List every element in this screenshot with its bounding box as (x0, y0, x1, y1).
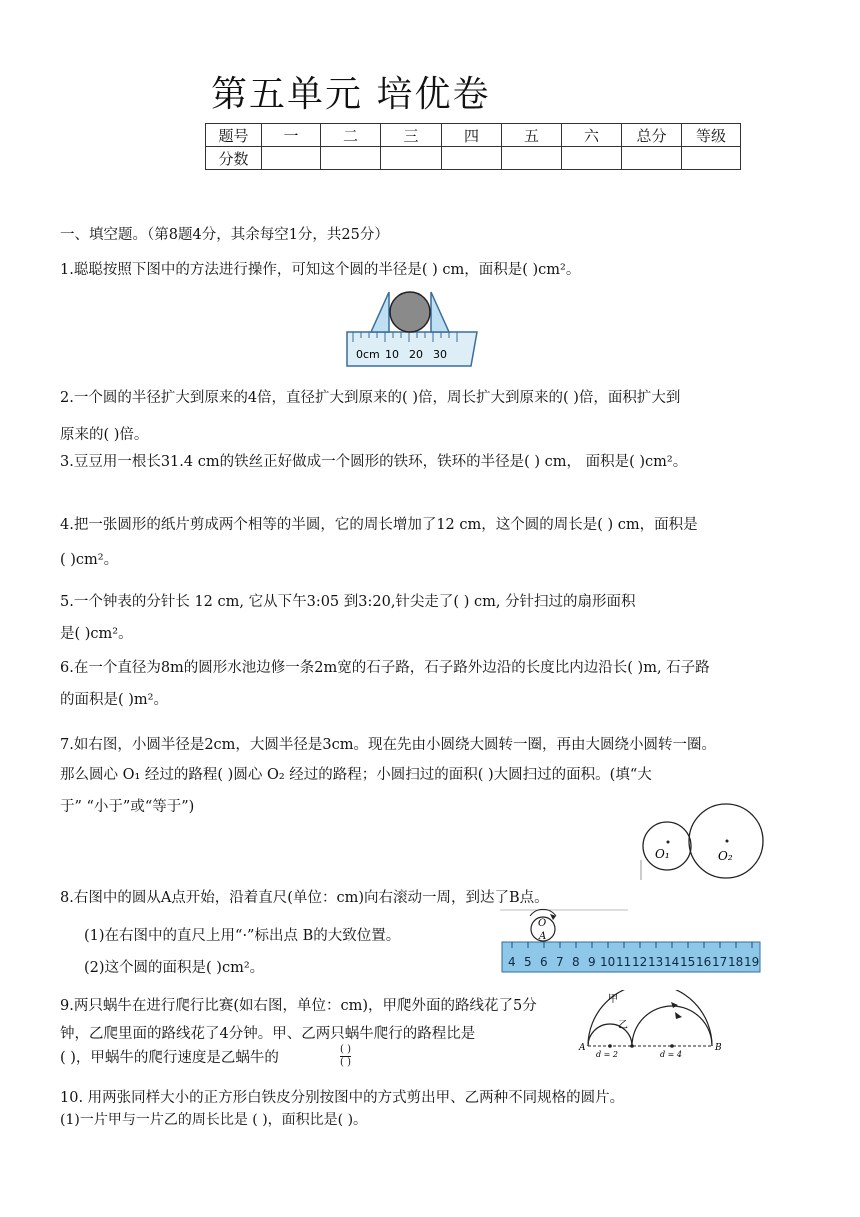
ruler-number: 16 (696, 955, 712, 969)
center-dot (630, 1044, 634, 1048)
score-input-cell[interactable] (622, 147, 682, 170)
q7-circles-figure (635, 800, 775, 885)
table-cell: 六 (562, 124, 622, 147)
score-input-cell[interactable] (682, 147, 741, 170)
ruler-label: 0cm (356, 348, 380, 361)
ruler-number: 19 (744, 955, 760, 969)
question-7-line-3: 于” “小于”或“等于”) (60, 799, 195, 815)
score-input-cell[interactable] (262, 147, 321, 170)
question-4-line-2: ( )cm²。 (60, 552, 119, 568)
ruler-number: 5 (524, 955, 532, 969)
question-7-line-1: 7.如右图，小圆半径是2cm，大圆半径是3cm。现在先由小圆绕大圆转一圈，再由大圆绕小圆转一圈。 (60, 737, 717, 753)
label-a: A (539, 931, 547, 942)
question-4-line-1: 4.把一张圆形的纸片剪成两个相等的半圆，它的周长增加了12 cm，这个圆的周长是( ) cm，面积是 (60, 517, 698, 533)
score-input-cell[interactable] (381, 147, 442, 170)
question-10-part-1: (1)一片甲与一片乙的周长比是 ( )，面积比是( )。 (60, 1112, 368, 1128)
table-cell: 四 (442, 124, 502, 147)
ruler-label: 10 (385, 348, 399, 361)
question-1: 1.聪聪按照下图中的方法进行操作，可知这个圆的半径是( ) cm，面积是( )cm²。 (60, 262, 581, 278)
question-2-line-2: 原来的( )倍。 (60, 427, 149, 443)
arrow-head (671, 1002, 678, 1008)
q8-ruler-figure (500, 908, 762, 976)
label-o1: O₁ (655, 847, 670, 861)
question-7-line-2: 那么圆心 O₁ 经过的路程( )圆心 O₂ 经过的路程；小圆扫过的面积( )大圆扫过的面积。(填“大 (60, 767, 652, 783)
medium-arc (632, 1006, 712, 1046)
fraction (340, 1044, 351, 1069)
label-d4: d = 4 (660, 1050, 682, 1059)
right-triangle-ruler (431, 292, 449, 332)
question-9-line-1: 9.两只蜗牛在进行爬行比赛(如右图，单位：cm)，甲爬外面的路线花了5分 (60, 998, 537, 1014)
question-6-line-2: 的面积是( )m²。 (60, 692, 168, 708)
page-title: 第五单元 培优卷 (211, 74, 491, 115)
question-9-line-3: ( )，甲蜗牛的爬行速度是乙蜗牛的 (60, 1050, 279, 1066)
label-o2: O₂ (718, 849, 733, 863)
label-d2: d = 2 (596, 1050, 618, 1059)
q9-arc-figure (578, 990, 728, 1060)
ruler-number: 14 (664, 955, 680, 969)
score-table (205, 123, 741, 170)
ruler-label: 30 (433, 348, 447, 361)
fraction-numerator: ( ) (340, 1044, 351, 1055)
ruler-number: 15 (680, 955, 696, 969)
question-6-line-1: 6.在一个直径为8m的圆形水池边修一条2m宽的石子路，石子路外边沿的长度比内边沿长( )m, 石子路 (60, 660, 710, 676)
outer-arc-jia (588, 990, 712, 1046)
grey-circle (390, 292, 430, 332)
ruler-number: 8 (572, 955, 580, 969)
center-dot (608, 1044, 612, 1048)
ruler-number: 6 (540, 955, 548, 969)
q1-ruler-figure (343, 290, 483, 372)
ruler-number: 10 (600, 955, 616, 969)
fraction-denominator: ( ) (340, 1057, 351, 1068)
ruler-number: 12 (632, 955, 648, 969)
score-input-cell[interactable] (442, 147, 502, 170)
question-5-line-1: 5.一个钟表的分针长 12 cm, 它从下午3:05 到3:20,针尖走了( ) cm, 分针扫过的扇形面积 (60, 594, 636, 610)
question-8-part-2: (2)这个圆的面积是( )cm²。 (84, 960, 265, 976)
label-b: B (715, 1043, 722, 1053)
table-cell: 五 (502, 124, 562, 147)
table-cell: 二 (321, 124, 381, 147)
question-8: 8.右图中的圆从A点开始，沿着直尺(单位：cm)向右滚动一周，到达了B点。 (60, 890, 549, 906)
center-dot-o2 (726, 840, 729, 843)
ruler-label: 20 (409, 348, 423, 361)
label-jia: 甲 (608, 994, 618, 1005)
section-heading: 一、填空题。（第8题4分，其余每空1分，共25分） (60, 227, 389, 243)
question-9-line-2: 钟，乙爬里面的路线花了4分钟。甲、乙两只蜗牛爬行的路程比是 (60, 1026, 476, 1042)
small-circle (643, 822, 691, 870)
table-cell: 等级 (682, 124, 741, 147)
ruler-number: 17 (712, 955, 728, 969)
question-2-line-1: 2.一个圆的半径扩大到原来的4倍，直径扩大到原来的( )倍，周长扩大到原来的( )倍，面积扩大到 (60, 390, 681, 406)
left-triangle-ruler (371, 292, 389, 332)
question-10: 10. 用两张同样大小的正方形白铁皮分别按图中的方式剪出甲、乙两种不同规格的圆片。 (60, 1090, 625, 1106)
table-cell: 总分 (622, 124, 682, 147)
question-3: 3.豆豆用一根长31.4 cm的铁丝正好做成一个圆形的铁环，铁环的半径是( ) cm， 面积是( )cm²。 (60, 454, 688, 470)
center-dot (670, 1044, 674, 1048)
center-dot-o1 (667, 841, 670, 844)
score-input-cell[interactable] (562, 147, 622, 170)
ruler-number: 13 (648, 955, 664, 969)
table-cell: 一 (262, 124, 321, 147)
label-yi: 乙 (618, 1020, 628, 1031)
score-input-cell[interactable] (502, 147, 562, 170)
ruler-number: 4 (508, 955, 516, 969)
arrow-head (675, 1012, 682, 1019)
score-table-header-row (206, 124, 741, 147)
ruler-number: 18 (728, 955, 744, 969)
score-table-score-row (206, 147, 741, 170)
table-cell: 题号 (206, 124, 262, 147)
label-a: A (579, 1043, 586, 1053)
question-8-part-1: (1)在右图中的直尺上用“·”标出点 B的大致位置。 (84, 928, 401, 944)
table-cell: 分数 (206, 147, 262, 170)
score-input-cell[interactable] (321, 147, 381, 170)
ruler-number: 7 (556, 955, 564, 969)
ruler-number: 9 (588, 955, 596, 969)
question-5-line-2: 是( )cm²。 (60, 626, 133, 642)
label-o: O (538, 918, 547, 929)
table-cell: 三 (381, 124, 442, 147)
ruler-number: 11 (616, 955, 632, 969)
